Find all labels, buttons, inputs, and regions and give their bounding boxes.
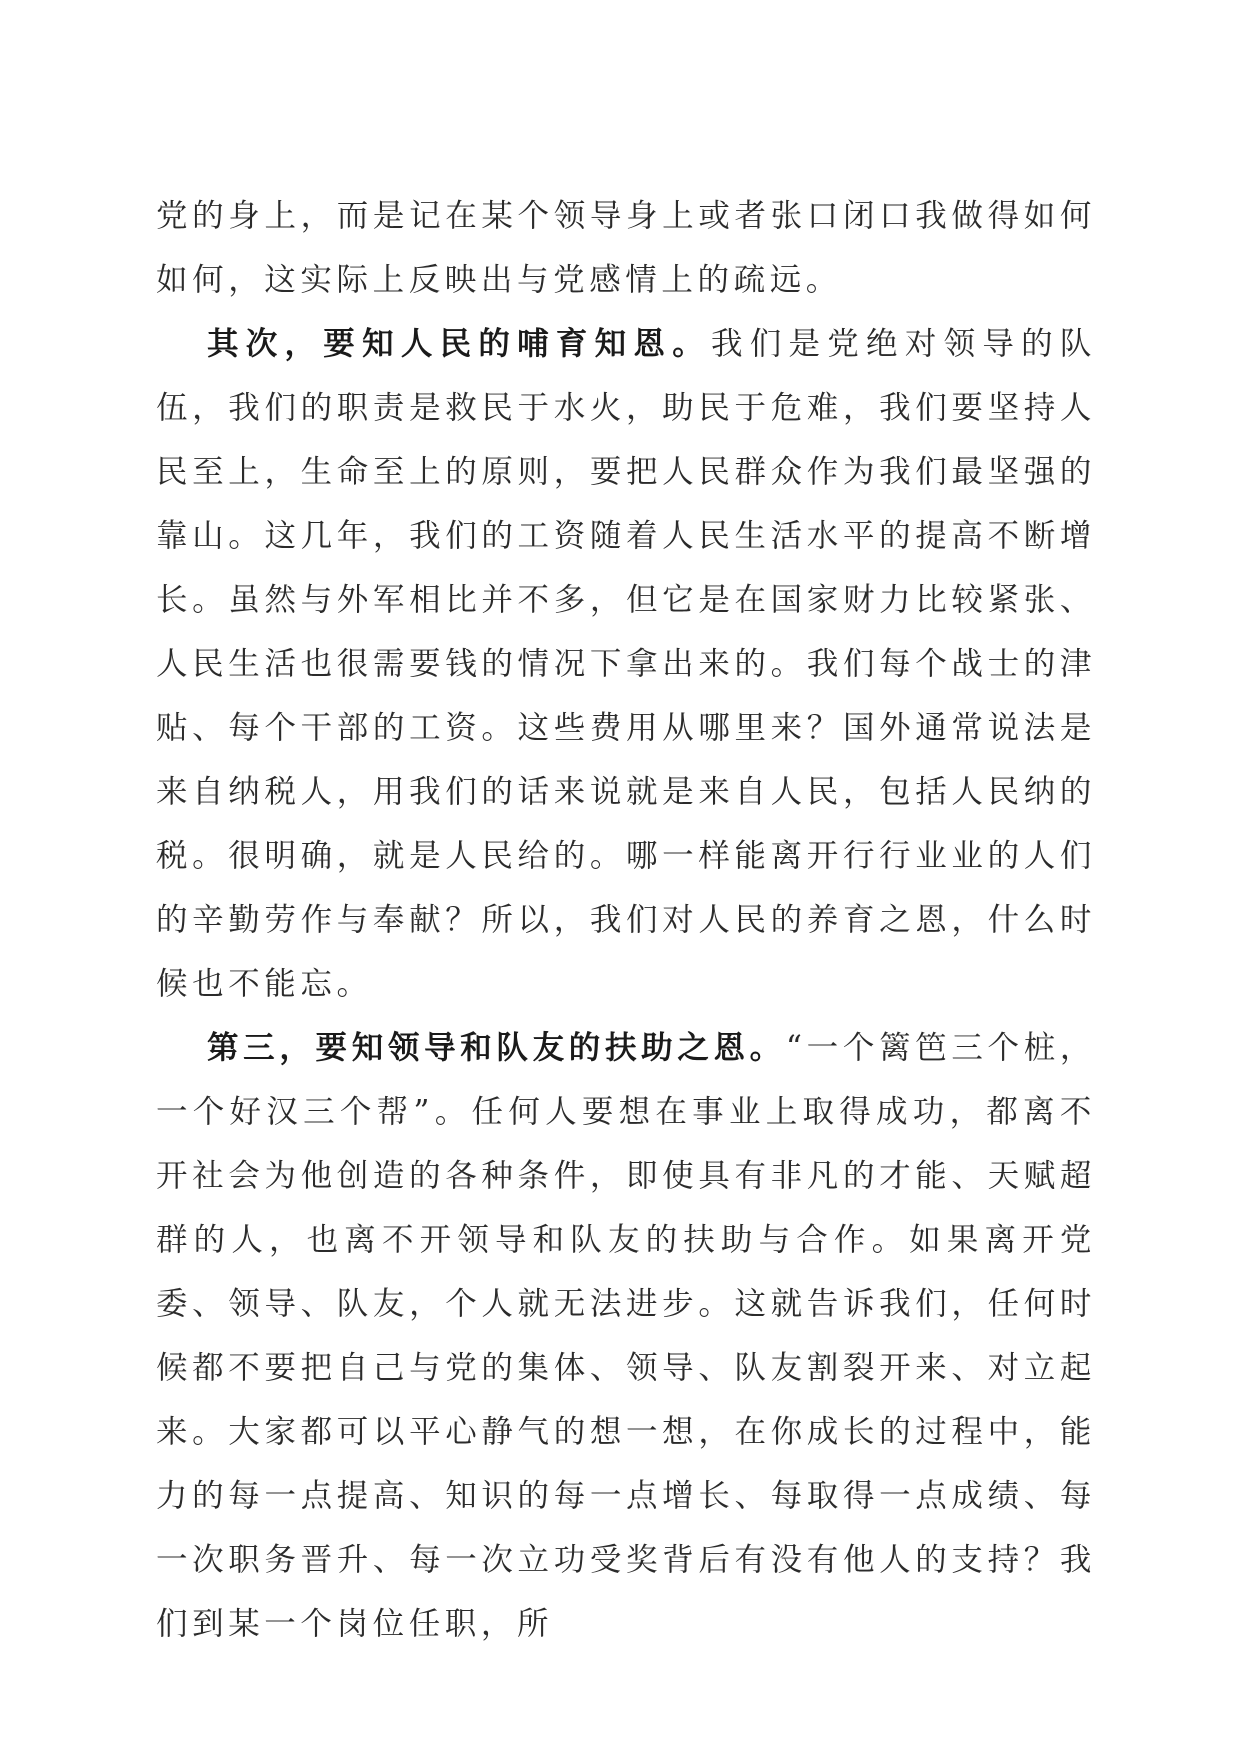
paragraph-people-nurture [156, 312, 1096, 1016]
paragraph-lead: 其次，要知人民的哺育知恩。 [207, 325, 711, 362]
body-text [156, 184, 1096, 1656]
paragraph-text: 我们是党绝对领导的队伍，我们的职责是救民于水火，助民于危难，我们要坚持人民至上，生命至上的原则，要把人民群众作为我们最坚强的靠山。这几年，我们的工资随着人民生活水平的提高不断增长。虽然与外军相比并不多，但它是在国家财力比较紧张、人民生活也很需要钱的情况下拿出来的。我们每个战士的津贴、每个干部的工资。这些费用从哪里来？国外通常说法是来自纳税人，用我们的话来说就是来自人民，包括人民纳的税。很明确，就是人民给的。哪一样能离开行行业业的人们的辛勤劳作与奉献？所以，我们对人民的养育之恩，什么时候也不能忘。 [156, 326, 1096, 1002]
paragraph-continuation [156, 184, 1096, 312]
paragraph-text: 党的身上，而是记在某个领导身上或者张口闭口我做得如何如何，这实际上反映出与党感情上的疏远。 [156, 198, 1096, 298]
paragraph-text: “一个篱笆三个桩，一个好汉三个帮”。任何人要想在事业上取得成功，都离不开社会为他创造的各种条件，即使具有非凡的才能、天赋超群的人，也离不开领导和队友的扶助与合作。如果离开党委、领导、队友，个人就无法进步。这就告诉我们，任何时候都不要把自己与党的集体、领导、队友割裂开来、对立起来。大家都可以平心静气的想一想，在你成长的过程中，能力的每一点提高、知识的每一点增长、每取得一点成绩、每一次职务晋升、每一次立功受奖背后有没有他人的支持？我们到某一个岗位任职，所 [156, 1030, 1096, 1642]
paragraph-leaders-comrades [156, 1016, 1096, 1656]
paragraph-lead: 第三，要知领导和队友的扶助之恩。 [207, 1029, 786, 1066]
